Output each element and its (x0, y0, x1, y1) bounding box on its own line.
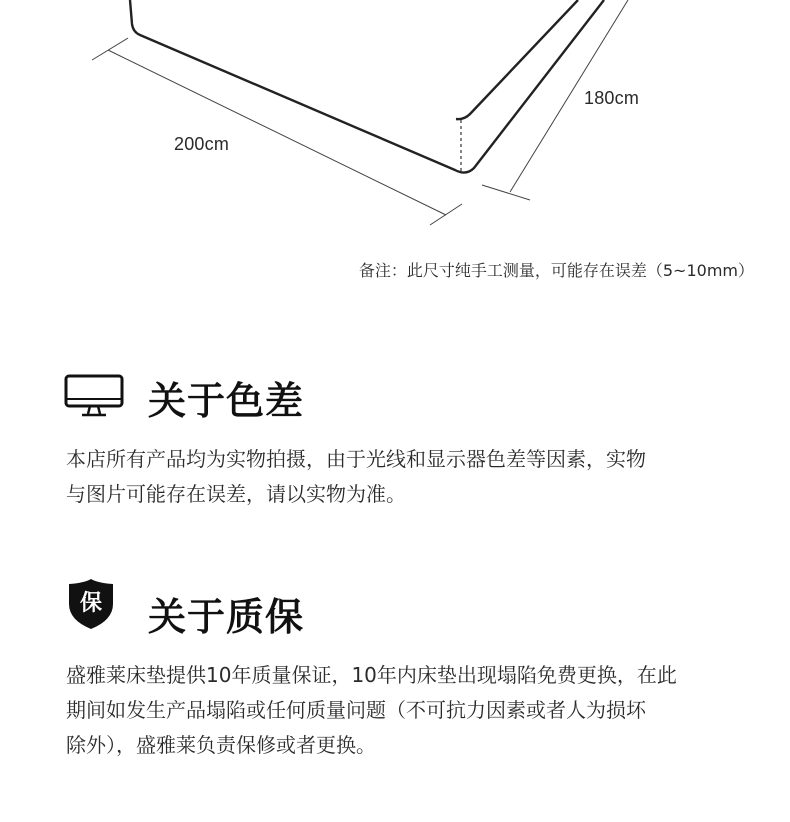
warranty-section-title: 关于质保 (148, 595, 305, 639)
warranty-section-line: 期间如发生产品塌陷或任何质量问题（不可抗力因素或者人为损坏 (66, 698, 646, 722)
shield-icon (68, 578, 114, 630)
width-dimension-label: 200cm (174, 134, 230, 154)
monitor-icon (64, 374, 124, 418)
mattress-top-edge (456, 0, 578, 119)
warranty-section-line: 除外），盛雅莱负责保修或者更换。 (66, 733, 376, 757)
color-section-body (66, 442, 746, 512)
warranty-section-body (66, 658, 746, 763)
color-section-line: 本店所有产品均为实物拍摄，由于光线和显示器色差等因素，实物 (66, 447, 646, 471)
depth-dimension-label: 180cm (584, 88, 640, 108)
measurement-note: 备注：此尺寸纯手工测量，可能存在误差（5~10mm） (358, 261, 754, 280)
shield-icon-char: 保 (79, 591, 102, 616)
depth-dimension-tick-bottom (482, 185, 530, 200)
warranty-section-line: 盛雅莱床垫提供10年质量保证，10年内床垫出现塌陷免费更换，在此 (66, 663, 677, 687)
mattress-dimension-diagram (0, 0, 790, 250)
width-dimension-tick-right (430, 204, 462, 225)
color-section-line: 与图片可能存在误差，请以实物为准。 (66, 482, 406, 506)
color-section-title: 关于色差 (148, 379, 305, 423)
width-dimension-line (108, 50, 446, 215)
